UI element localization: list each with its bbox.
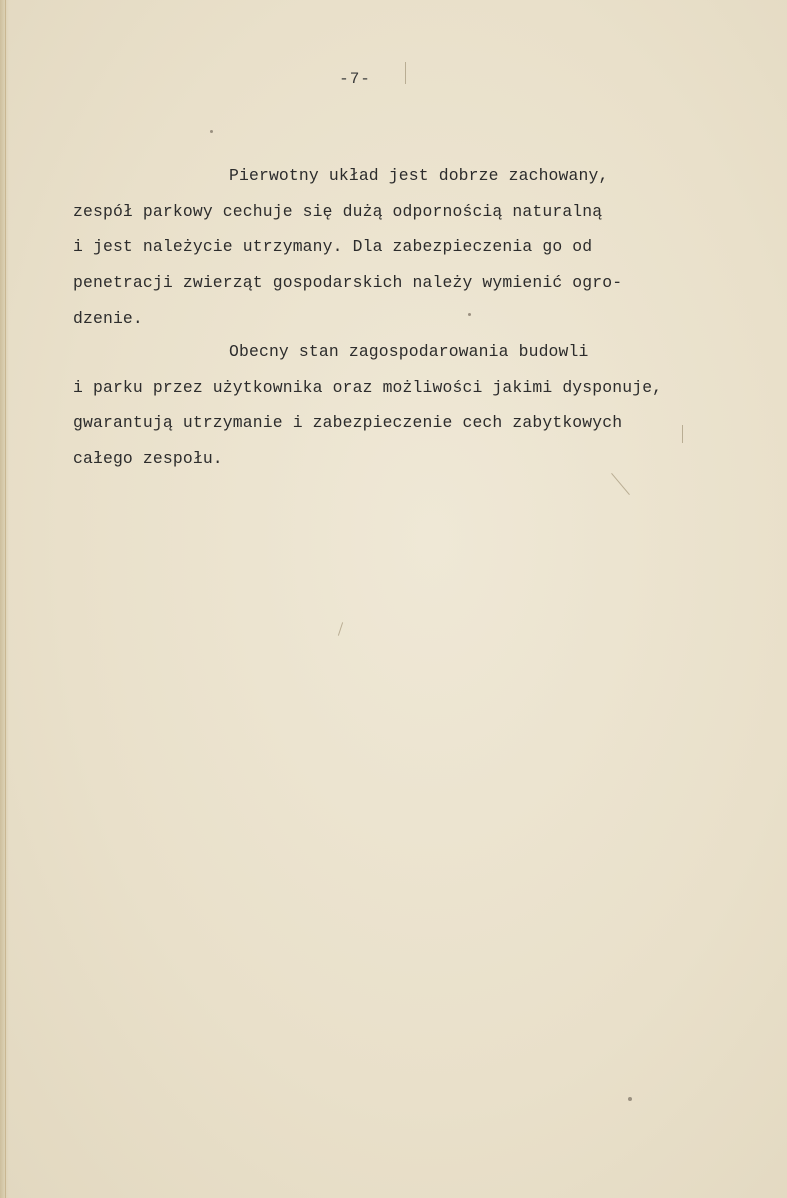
paragraph-1-line-2: zespół parkowy cechuje się dużą odpornością naturalną: [73, 202, 603, 221]
paragraph-2-line-1: Obecny stan zagospodarowania budowli: [229, 342, 589, 361]
page-number: -7-: [339, 70, 371, 88]
page-left-edge-line: [5, 0, 6, 1198]
paragraph-1-line-4: penetracji zwierząt gospodarskich należy wymienić ogro-: [73, 273, 623, 292]
paragraph-1-line-3: i jest należycie utrzymany. Dla zabezpieczenia go od: [73, 237, 593, 256]
paper-scratch: [405, 62, 406, 84]
paragraph-2-line-4: całego zespołu.: [73, 449, 223, 468]
paragraph-2-line-3: gwarantują utrzymanie i zabezpieczenie cech zabytkowych: [73, 413, 623, 432]
paper-scratch: [611, 473, 630, 495]
paper-speck: [468, 313, 471, 316]
paper-scratch: [338, 622, 343, 636]
paragraph-1-line-1: Pierwotny układ jest dobrze zachowany,: [229, 166, 609, 185]
paper-scratch: [682, 425, 683, 443]
paragraph-1-line-5: dzenie.: [73, 309, 143, 328]
paragraph-2-line-2: i parku przez użytkownika oraz możliwości jakimi dysponuje,: [73, 378, 663, 397]
paper-speck: [628, 1097, 632, 1101]
paper-speck: [210, 130, 213, 133]
